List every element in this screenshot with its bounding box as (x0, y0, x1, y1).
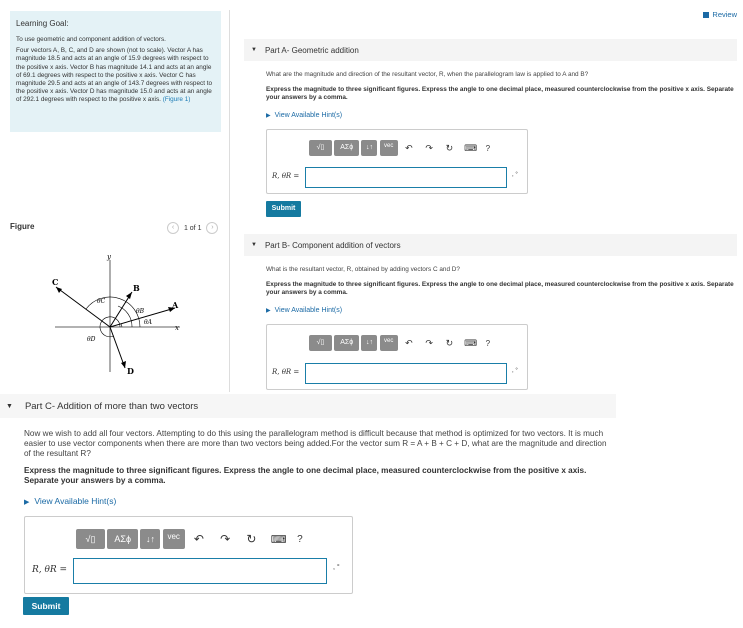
vector-b-arrow (126, 292, 132, 299)
part-b-header[interactable] (244, 234, 737, 256)
part-a-header[interactable] (244, 39, 737, 61)
part-b-answer-input[interactable] (305, 363, 507, 384)
column-divider (229, 10, 230, 392)
arrows-button[interactable]: ↓↑ (361, 140, 377, 156)
part-a-units-hint: , ° (512, 172, 518, 178)
collapse-icon: ▼ (251, 47, 257, 53)
part-c-header[interactable] (0, 394, 616, 418)
figure-title: Figure (10, 222, 35, 231)
vec-button[interactable]: vec (380, 140, 398, 156)
vector-c-arrow (56, 287, 62, 293)
help-icon[interactable]: ? (297, 533, 303, 545)
part-c-subtitle: - Addition of more than two vectors (51, 400, 199, 412)
theta-c-label: θC (97, 298, 106, 305)
part-c-title: Part C (24, 400, 52, 412)
part-a-instruction: Express the magnitude to three significant figures. Express the angle to one decimal place, measured counterclockwise from the positive x axis. Separate your answers by a comma. (266, 86, 734, 101)
part-b-answer-box (266, 324, 528, 390)
reset-icon[interactable]: ↻ (445, 142, 454, 153)
templates-button[interactable]: √▯ (309, 140, 332, 156)
part-a-hints-link[interactable]: ▶ View Available Hint(s) (266, 112, 343, 119)
vector-figure (40, 248, 200, 380)
x-axis-label: x (175, 324, 179, 332)
learning-goal-heading: Learning Goal: (16, 19, 69, 28)
part-a-subtitle: - Geometric addition (286, 45, 359, 55)
part-b-units-hint: , ° (512, 368, 518, 374)
keyboard-icon[interactable]: ⌨ (464, 337, 478, 348)
greek-button[interactable]: ΑΣϕ (107, 529, 138, 549)
part-a-title: Part A (264, 45, 287, 55)
redo-icon[interactable]: ↷ (425, 337, 433, 348)
part-c-submit-button[interactable]: Submit (23, 597, 69, 615)
vec-button[interactable]: vec (163, 529, 185, 549)
figure-pager: ‹ 1 of 1 › (167, 222, 218, 234)
theta-a-label: θA (144, 319, 152, 326)
collapse-icon: ▼ (251, 242, 257, 248)
vector-d (110, 327, 125, 368)
part-c-question: Now we wish to add all four vectors. Attempting to do this using the parallelogram method is difficult because that method is optimized for two vectors. It is much easier to use vector components when there are more than two vectors being added.For the vector sum R = A + B + C + D, what are the magnitude and direction of the resultant R? (24, 429, 607, 458)
help-icon[interactable]: ? (485, 338, 491, 348)
vector-c-label: C (52, 277, 59, 287)
vector-a-label: A (172, 300, 179, 310)
theta-b-label: θB (136, 308, 145, 315)
angle-a-arc (121, 324, 122, 327)
part-b-hints-link[interactable]: ▶ View Available Hint(s) (266, 307, 343, 314)
undo-icon[interactable]: ↶ (193, 532, 204, 546)
vector-d-arrow (121, 361, 126, 368)
part-b-answer-label: R, θR = (272, 368, 300, 376)
part-c-hints-link[interactable]: ▶ View Available Hint(s) (24, 496, 117, 506)
undo-icon[interactable]: ↶ (405, 337, 413, 348)
reset-icon[interactable]: ↻ (445, 337, 454, 348)
part-c-toolbar (76, 529, 306, 549)
learning-goal-body: Four vectors A, B, C, and D are shown (not to scale). Vector A has magnitude 18.5 and acts at an angle of 15.9 degrees with respect to the positive x axis. Vector B has magnitude 14.1 and acts at an angle of 69.1 degrees with respect to the positive x axis. Vector C has magnitude 29.5 and acts at an angle of 143.7 degrees with respect to the positive x axis. Vector D has magnitude 15.0 and acts at an angle of 292.1 degrees with respect to the positive x axis. (Figure 1) (16, 47, 213, 104)
expand-icon: ▶ (24, 499, 30, 506)
part-b-instruction: Express the magnitude to three significant figures. Express the angle to one decimal place, measured counterclockwise from the positive x axis. Separate your answers by a comma. (266, 281, 734, 296)
arrows-button[interactable]: ↓↑ (140, 529, 160, 549)
next-figure-icon[interactable]: › (206, 222, 218, 234)
expand-icon: ▶ (266, 113, 271, 119)
greek-button[interactable]: ΑΣϕ (334, 335, 359, 351)
part-a-answer-input[interactable] (305, 167, 507, 188)
expand-icon: ▶ (266, 308, 271, 314)
part-b-subtitle: - Component addition of vectors (287, 240, 401, 250)
part-a-answer-box (266, 129, 528, 194)
learning-goal-panel (10, 11, 221, 132)
redo-icon[interactable]: ↷ (220, 532, 231, 546)
vector-b-label: B (133, 283, 140, 293)
greek-button[interactable]: ΑΣϕ (334, 140, 359, 156)
redo-icon[interactable]: ↷ (425, 142, 433, 153)
learning-goal-intro: To use geometric and component addition of vectors. (16, 36, 166, 43)
part-c-answer-box (24, 516, 353, 594)
part-c-answer-input[interactable] (73, 558, 327, 584)
theta-d-label: θD (87, 336, 96, 343)
keyboard-icon[interactable]: ⌨ (270, 533, 287, 546)
review-link[interactable]: Review (703, 10, 737, 19)
prev-figure-icon[interactable]: ‹ (167, 222, 179, 234)
part-b-question: What is the resultant vector, R, obtained by adding vectors C and D? (266, 266, 460, 273)
arrows-button[interactable]: ↓↑ (361, 335, 377, 351)
part-c-answer-label: R, θR = (32, 565, 68, 575)
part-c-instruction: Express the magnitude to three significant figures. Express the angle to one decimal place, measured counterclockwise from the positive x axis. Separate your answers by a comma. (24, 466, 587, 485)
part-a-submit-button[interactable]: Submit (266, 201, 301, 217)
reset-icon[interactable]: ↻ (246, 532, 257, 546)
collapse-icon: ▼ (6, 402, 13, 410)
figure-link[interactable]: (Figure 1) (162, 96, 191, 104)
undo-icon[interactable]: ↶ (405, 142, 413, 153)
part-a-toolbar (309, 140, 493, 156)
keyboard-icon[interactable]: ⌨ (464, 142, 478, 153)
part-a-answer-label: R, θR = (272, 172, 300, 180)
vec-button[interactable]: vec (380, 335, 398, 351)
review-icon (703, 12, 709, 18)
templates-button[interactable]: √▯ (309, 335, 332, 351)
part-b-toolbar (309, 335, 493, 351)
part-c-units-hint: , ° (333, 564, 340, 571)
part-b-title: Part B (264, 240, 288, 250)
vector-d-label: D (127, 366, 134, 376)
templates-button[interactable]: √▯ (76, 529, 105, 549)
part-a-question: What are the magnitude and direction of the resultant vector, R, when the parallelogram law is applied to A and B? (266, 71, 589, 78)
y-axis-label: y (107, 253, 111, 261)
help-icon[interactable]: ? (485, 143, 491, 153)
